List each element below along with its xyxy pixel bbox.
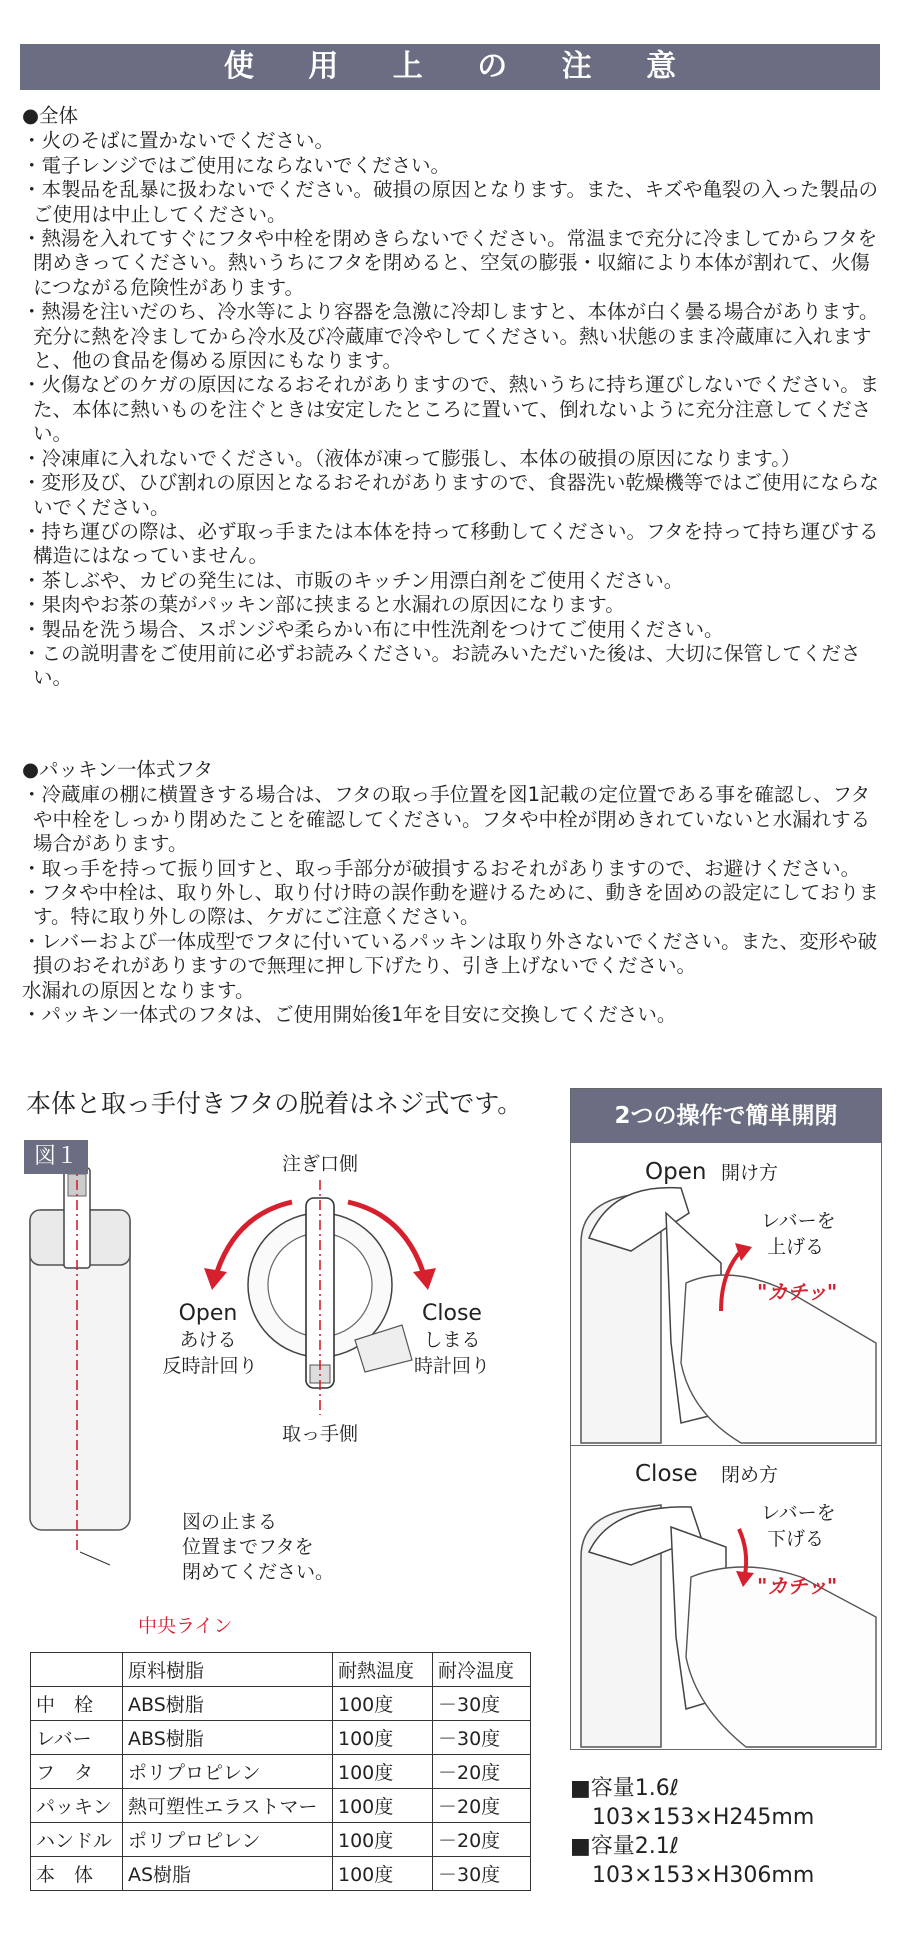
- general-precautions: [22, 104, 880, 691]
- open-label-jp: あける: [179, 1329, 237, 1351]
- close-illustration: [571, 1447, 881, 1749]
- table-header: 耐熱温度: [333, 1653, 433, 1687]
- table-cell: －30度: [433, 1687, 531, 1721]
- figure-1-label: 図１: [24, 1140, 88, 1174]
- close-title-jp: 閉め方: [721, 1464, 779, 1486]
- capacity-2-label: ■容量2.1ℓ: [570, 1834, 679, 1859]
- close-title-en: Close: [635, 1461, 698, 1487]
- table-cell: －30度: [433, 1721, 531, 1755]
- packing-heading: ●パッキン一体式フタ: [22, 758, 213, 781]
- table-row: [31, 1789, 531, 1823]
- list-item: ・火傷などのケガの原因になるおそれがありますので、熱いうちに持ち運びしないでください。また、本体に熱いものを注ぐときは安定したところに置いて、倒れないように充分注意してください。: [22, 373, 880, 446]
- table-cell: －20度: [433, 1789, 531, 1823]
- table-cell: 熱可塑性エラストマー: [123, 1789, 333, 1823]
- capacity-1-dimensions: 103×153×H245mm: [592, 1805, 815, 1830]
- stop-note-line1: 図の止まる: [182, 1511, 278, 1533]
- list-item: ・取っ手を持って振り回すと、取っ手部分が破損するおそれがありますので、お避けください。: [22, 856, 861, 880]
- list-item: ・レバーおよび一体成型でフタに付いているパッキンは取り外さないでください。また、変形や破損のおそれがありますので無理に押し下げたり、引き上げないでください。: [22, 929, 878, 978]
- table-header: 原料樹脂: [123, 1653, 333, 1687]
- table-cell: 本 体: [31, 1857, 123, 1891]
- handle-side-label: 取っ手側: [281, 1423, 359, 1445]
- open-title-en: Open: [645, 1159, 707, 1185]
- table-cell: ABS樹脂: [123, 1687, 333, 1721]
- close-arrow-head: [413, 1268, 436, 1290]
- ops-divider: [571, 1445, 881, 1446]
- table-cell: 100度: [333, 1721, 433, 1755]
- close-label-en: Close: [422, 1301, 482, 1326]
- table-row: [31, 1823, 531, 1857]
- list-item: ・熱湯を入れてすぐにフタや中栓を閉めきらないでください。常温まで充分に冷ましてからフタを閉めきってください。熱いうちにフタを閉めると、空気の膨張・収縮により本体が割れて、火傷につながる危険性があります。: [22, 227, 878, 299]
- list-item: ・冷蔵庫の棚に横置きする場合は、フタの取っ手位置を図1記載の定位置である事を確認し、フタや中栓をしっかり閉めたことを確認してください。フタや中栓が閉めきれていないと水漏れする場合があります。: [22, 783, 871, 856]
- list-item: ・火のそばに置かないでください。: [22, 129, 335, 153]
- capacity-info: [570, 1774, 814, 1890]
- capacity-1-label: ■容量1.6ℓ: [570, 1776, 679, 1801]
- general-heading: ●全体: [22, 104, 79, 127]
- page-title: 使 用 上 の 注 意: [20, 44, 880, 90]
- list-item: ・果肉やお茶の葉がパッキン部に挟まると水漏れの原因になります。: [22, 593, 625, 617]
- open-direction: 反時計回り: [162, 1355, 258, 1377]
- list-item: ・冷凍庫に入れないでください。（液体が凍って膨張し、本体の破損の原因になります。）: [22, 446, 801, 470]
- open-click-sound: "カチッ": [757, 1280, 838, 1304]
- table-cell: 100度: [333, 1789, 433, 1823]
- close-lever-text2: 下げる: [767, 1528, 825, 1550]
- stop-note-line3: 閉めてください。: [182, 1561, 335, 1583]
- table-row: [31, 1857, 531, 1891]
- table-row: [31, 1721, 531, 1755]
- table-cell: －20度: [433, 1823, 531, 1857]
- close-direction: 時計回り: [413, 1355, 491, 1377]
- stop-note-line2: 位置までフタを: [182, 1536, 314, 1558]
- open-close-operations-panel: [570, 1088, 882, 1750]
- table-cell: ポリプロピレン: [123, 1755, 333, 1789]
- list-item: ・製品を洗う場合、スポンジや柔らかい布に中性洗剤をつけてご使用ください。: [22, 617, 724, 641]
- open-lever-text2: 上げる: [767, 1236, 825, 1258]
- figure-1-diagram: [20, 1140, 550, 1640]
- spout-side-label: 注ぎ口側: [281, 1153, 359, 1175]
- list-item: ・変形及び、ひび割れの原因となるおそれがありますので、食器洗い乾燥機等ではご使用にならないでください。: [22, 471, 879, 519]
- list-item: ・パッキン一体式のフタは、ご使用開始後1年を目安に交換してください。: [22, 1003, 677, 1027]
- table-cell: ハンドル: [31, 1823, 123, 1857]
- open-illustration: [571, 1143, 881, 1445]
- table-cell: パッキン: [31, 1789, 123, 1823]
- list-item: ・フタや中栓は、取り外し、取り付け時の誤作動を避けるために、動きを固めの設定にしております。特に取り外しの際は、ケガにご注意ください。: [22, 881, 879, 929]
- table-cell: 100度: [333, 1755, 433, 1789]
- table-cell: 100度: [333, 1857, 433, 1891]
- list-item: 水漏れの原因となります。: [22, 978, 255, 1002]
- open-arrow-head: [204, 1268, 227, 1290]
- table-cell: ポリプロピレン: [123, 1823, 333, 1857]
- open-label-en: Open: [178, 1301, 238, 1326]
- open-lever-text1: レバーを: [761, 1210, 836, 1232]
- close-lever-text1: レバーを: [761, 1502, 836, 1524]
- list-item: ・茶しぶや、カビの発生には、市販のキッチン用漂白剤をご使用ください。: [22, 568, 684, 592]
- table-cell: 中 栓: [31, 1687, 123, 1721]
- list-item: ・電子レンジではご使用にならないでください。: [22, 153, 451, 177]
- table-row: [31, 1755, 531, 1789]
- capacity-2-dimensions: 103×153×H306mm: [592, 1863, 815, 1888]
- ops-heading: 2つの操作で簡単開閉: [571, 1089, 881, 1143]
- table-header-row: [31, 1653, 531, 1687]
- screw-type-title: 本体と取っ手付きフタの脱着はネジ式です。: [26, 1089, 523, 1118]
- list-item: ・持ち運びの際は、必ず取っ手または本体を持って移動してください。フタを持って持ち運びする構造にはなっていません。: [22, 519, 879, 568]
- packing-lid-precautions: [22, 758, 880, 1027]
- center-line-leader: [80, 1552, 110, 1565]
- table-cell: 100度: [333, 1687, 433, 1721]
- table-cell: －30度: [433, 1857, 531, 1891]
- table-cell: 100度: [333, 1823, 433, 1857]
- close-label-jp: しまる: [423, 1329, 481, 1351]
- table-cell: ABS樹脂: [123, 1721, 333, 1755]
- material-spec-table: [30, 1652, 531, 1891]
- list-item: ・この説明書をご使用前に必ずお読みください。お読みいただいた後は、大切に保管してください。: [22, 641, 861, 690]
- list-item: ・熱湯を注いだのち、冷水等により容器を急激に冷却しますと、本体が白く曇る場合があります。充分に熱を冷ましてから冷水及び冷蔵庫で冷やしてください。熱い状態のまま冷蔵庫に入れますと、他の食品を傷める原因にもなります。: [22, 300, 879, 373]
- table-row: [31, 1687, 531, 1721]
- table-header: 耐冷温度: [433, 1653, 531, 1687]
- close-click-sound: "カチッ": [757, 1574, 838, 1598]
- table-cell: レバー: [31, 1721, 123, 1755]
- list-item: ・本製品を乱暴に扱わないでください。破損の原因となります。また、キズや亀裂の入った製品のご使用は中止してください。: [22, 178, 879, 226]
- table-header: [31, 1653, 123, 1687]
- center-line-label: 中央ライン: [138, 1615, 233, 1637]
- table-cell: フ タ: [31, 1755, 123, 1789]
- table-cell: －20度: [433, 1755, 531, 1789]
- table-cell: AS樹脂: [123, 1857, 333, 1891]
- open-title-jp: 開け方: [721, 1162, 779, 1184]
